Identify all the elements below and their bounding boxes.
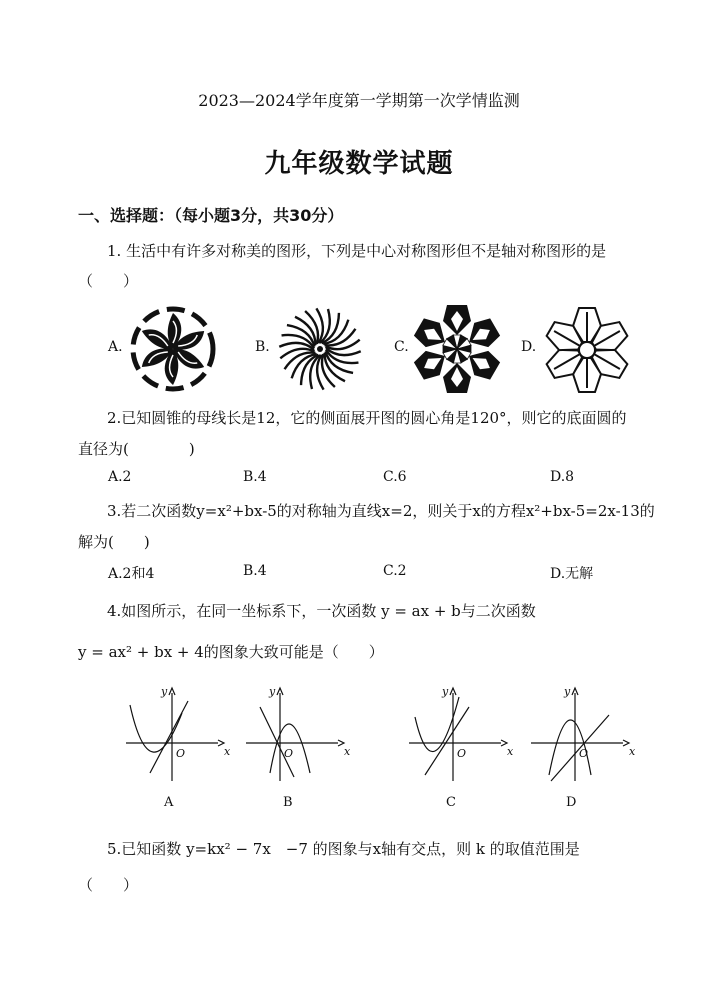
y-axis-label: y [269, 685, 276, 698]
q1-figure-c [412, 302, 502, 396]
q4-stem-2: y = ax² + bx + 4的图象大致可能是（ ） [78, 643, 384, 661]
q1-blank: （ ） [78, 272, 139, 290]
q1-label-d: D. [521, 339, 537, 355]
origin-label: O [176, 747, 186, 760]
q1-figure-a [128, 304, 218, 394]
parabola [130, 705, 182, 752]
q2-option-d: D.8 [550, 469, 575, 485]
line-graph [551, 715, 609, 781]
q1-label-b: B. [255, 339, 270, 355]
x-axis-label: x [224, 745, 231, 758]
y-axis-label: y [442, 685, 449, 698]
q2-stem-2: 直径为( ) [78, 440, 195, 458]
line-graph [260, 707, 294, 777]
q3-option-c: C.2 [383, 563, 407, 579]
line-graph [150, 701, 188, 773]
origin-label: O [579, 747, 589, 760]
q5-stem: 5.已知函数 y=kx² − 7x −7 的图象与x轴有交点，则 k 的取值范围是 [107, 840, 580, 858]
q3-option-b: B.4 [243, 563, 267, 579]
q1-figure-d [541, 304, 633, 396]
q4-graph-a [120, 685, 230, 785]
q3-stem-2: 解为( ) [78, 533, 150, 551]
q1-label-c: C. [394, 339, 409, 355]
line-graph [425, 707, 469, 775]
q2-option-a: A.2 [108, 469, 132, 485]
spiral-center [317, 346, 323, 352]
q4-label-d: D [566, 795, 577, 810]
star-center [579, 342, 595, 358]
origin-label: O [284, 747, 294, 760]
q1-stem: 1. 生活中有许多对称美的图形，下列是中心对称图形但不是轴对称图形的是 [107, 242, 607, 260]
y-axis-label: y [161, 685, 168, 698]
q4-label-b: B [283, 795, 293, 810]
q5-blank: （ ） [78, 876, 139, 894]
x-axis-label: x [344, 745, 351, 758]
q4-graph-b [240, 685, 350, 785]
y-axis-label: y [564, 685, 571, 698]
x-axis-label: x [629, 745, 636, 758]
parabola [549, 720, 591, 775]
q4-graph-d [525, 685, 635, 785]
q2-option-c: C.6 [383, 469, 407, 485]
q3-stem: 3.若二次函数y=x²+bx-5的对称轴为直线x=2，则关于x的方程x²+bx-5=2x-13的 [107, 502, 655, 520]
section-heading: 一、选择题：（每小题3分，共30分） [78, 206, 344, 225]
q2-option-b: B.4 [243, 469, 267, 485]
q3-option-a: A.2和4 [108, 566, 155, 582]
exam-title: 九年级数学试题 [264, 149, 454, 179]
q3-option-d: D.无解 [550, 566, 594, 582]
q1-label-a: A. [108, 339, 123, 355]
exam-header: 2023—2024学年度第一学期第一次学情监测 [198, 91, 520, 110]
q4-stem: 4.如图所示，在同一坐标系下，一次函数 y = ax + b与二次函数 [107, 602, 536, 620]
q2-stem: 2.已知圆锥的母线长是12，它的侧面展开图的圆心角是120°，则它的底面圆的 [107, 409, 627, 427]
x-axis-label: x [507, 745, 514, 758]
q4-label-c: C [446, 795, 456, 810]
origin-label: O [457, 747, 467, 760]
q1-figure-b [275, 304, 365, 394]
q4-label-a: A [164, 795, 174, 810]
q4-graph-c [403, 685, 513, 785]
